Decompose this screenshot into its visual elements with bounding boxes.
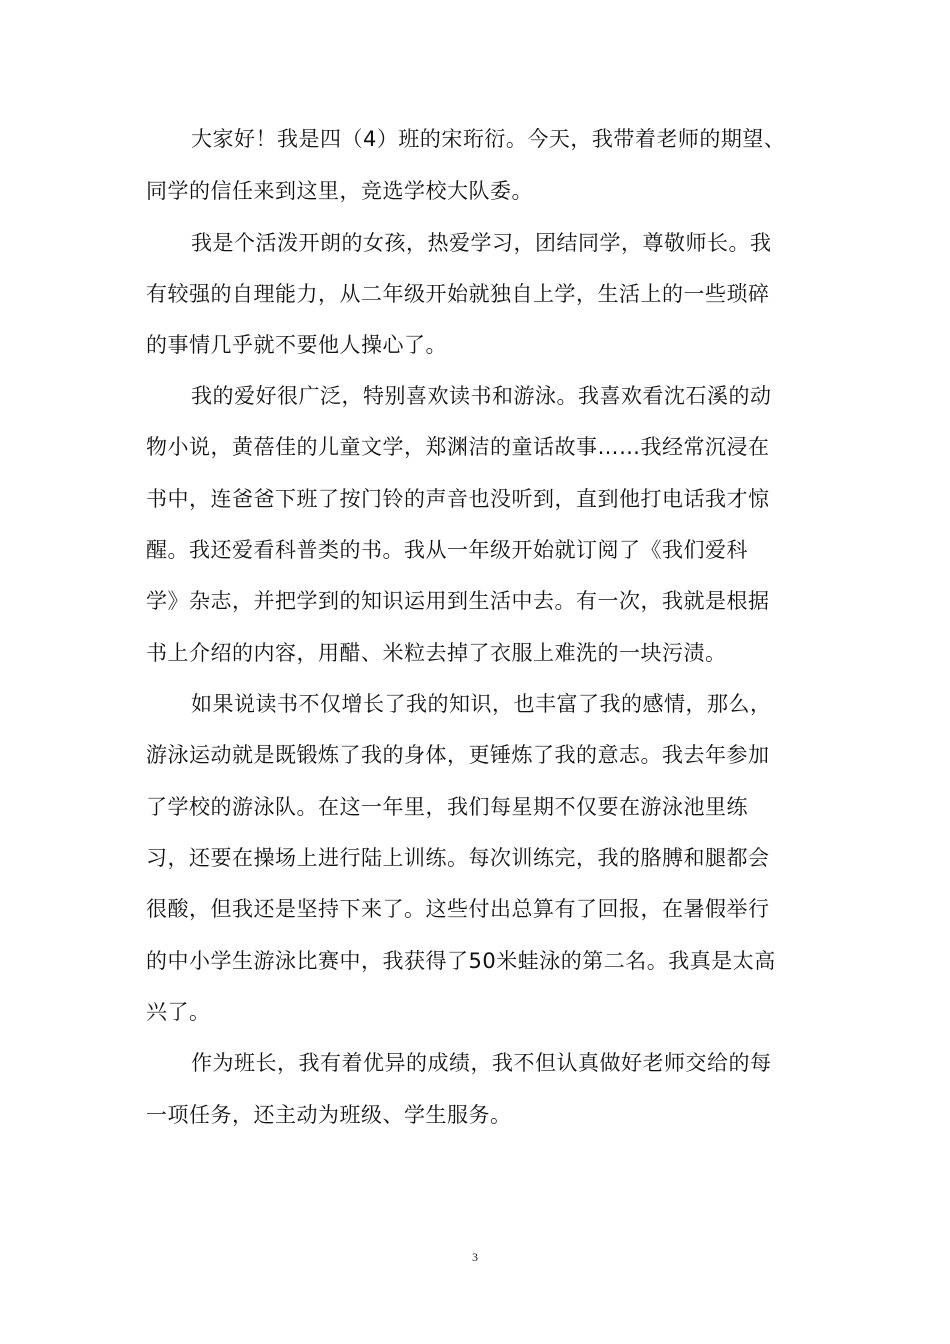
text-line: 了学校的游泳队。在这一年里，我们每星期不仅要在游泳池里练 (146, 795, 748, 819)
text-line: 的事情几乎就不要他人操心了。 (146, 333, 447, 357)
text-line: 学》杂志，并把学到的知识运用到生活中去。有一次，我就是根据 (146, 589, 770, 613)
text-line: 我是个活泼开朗的女孩，热爱学习，团结同学，尊敬师长。我 (191, 231, 772, 255)
page-number: 3 (472, 1250, 478, 1264)
text-line: 书中，连爸爸下班了按门铃的声音也没听到，直到他打电话我才惊 (146, 487, 770, 511)
text-line: 同学的信任来到这里，竞选学校大队委。 (146, 179, 533, 203)
text-line: 作为班长，我有着优异的成绩，我不但认真做好老师交给的每 (191, 1051, 772, 1075)
text-line: 大家好！我是四（4）班的宋珩衍。今天，我带着老师的期望、 (191, 127, 786, 151)
text-line: 一项任务，还主动为班级、学生服务。 (146, 1103, 512, 1127)
text-line: 游泳运动就是既锻炼了我的身体，更锤炼了我的意志。我去年参加 (146, 743, 770, 767)
text-line: 书上介绍的内容，用醋、米粒去掉了衣服上难洗的一块污渍。 (146, 641, 727, 665)
text-line: 的中小学生游泳比赛中，我获得了50米蛙泳的第二名。我真是太高 (146, 949, 776, 973)
text-line: 我的爱好很广泛，特别喜欢读书和游泳。我喜欢看沈石溪的动 (191, 384, 772, 408)
text-line: 醒。我还爱看科普类的书。我从一年级开始就订阅了《我们爱科 (146, 538, 748, 562)
text-line: 如果说读书不仅增长了我的知识，也丰富了我的感情，那么， (191, 692, 772, 716)
text-line: 物小说，黄蓓佳的儿童文学，郑渊洁的童话故事……我经常沉浸在 (146, 435, 770, 459)
text-line: 很酸，但我还是坚持下来了。这些付出总算有了回报，在暑假举行 (146, 897, 770, 921)
text-line: 习，还要在操场上进行陆上训练。每次训练完，我的胳膊和腿都会 (146, 846, 770, 870)
text-line: 兴了。 (146, 1000, 211, 1024)
text-line: 有较强的自理能力，从二年级开始就独自上学，生活上的一些琐碎 (146, 282, 770, 306)
